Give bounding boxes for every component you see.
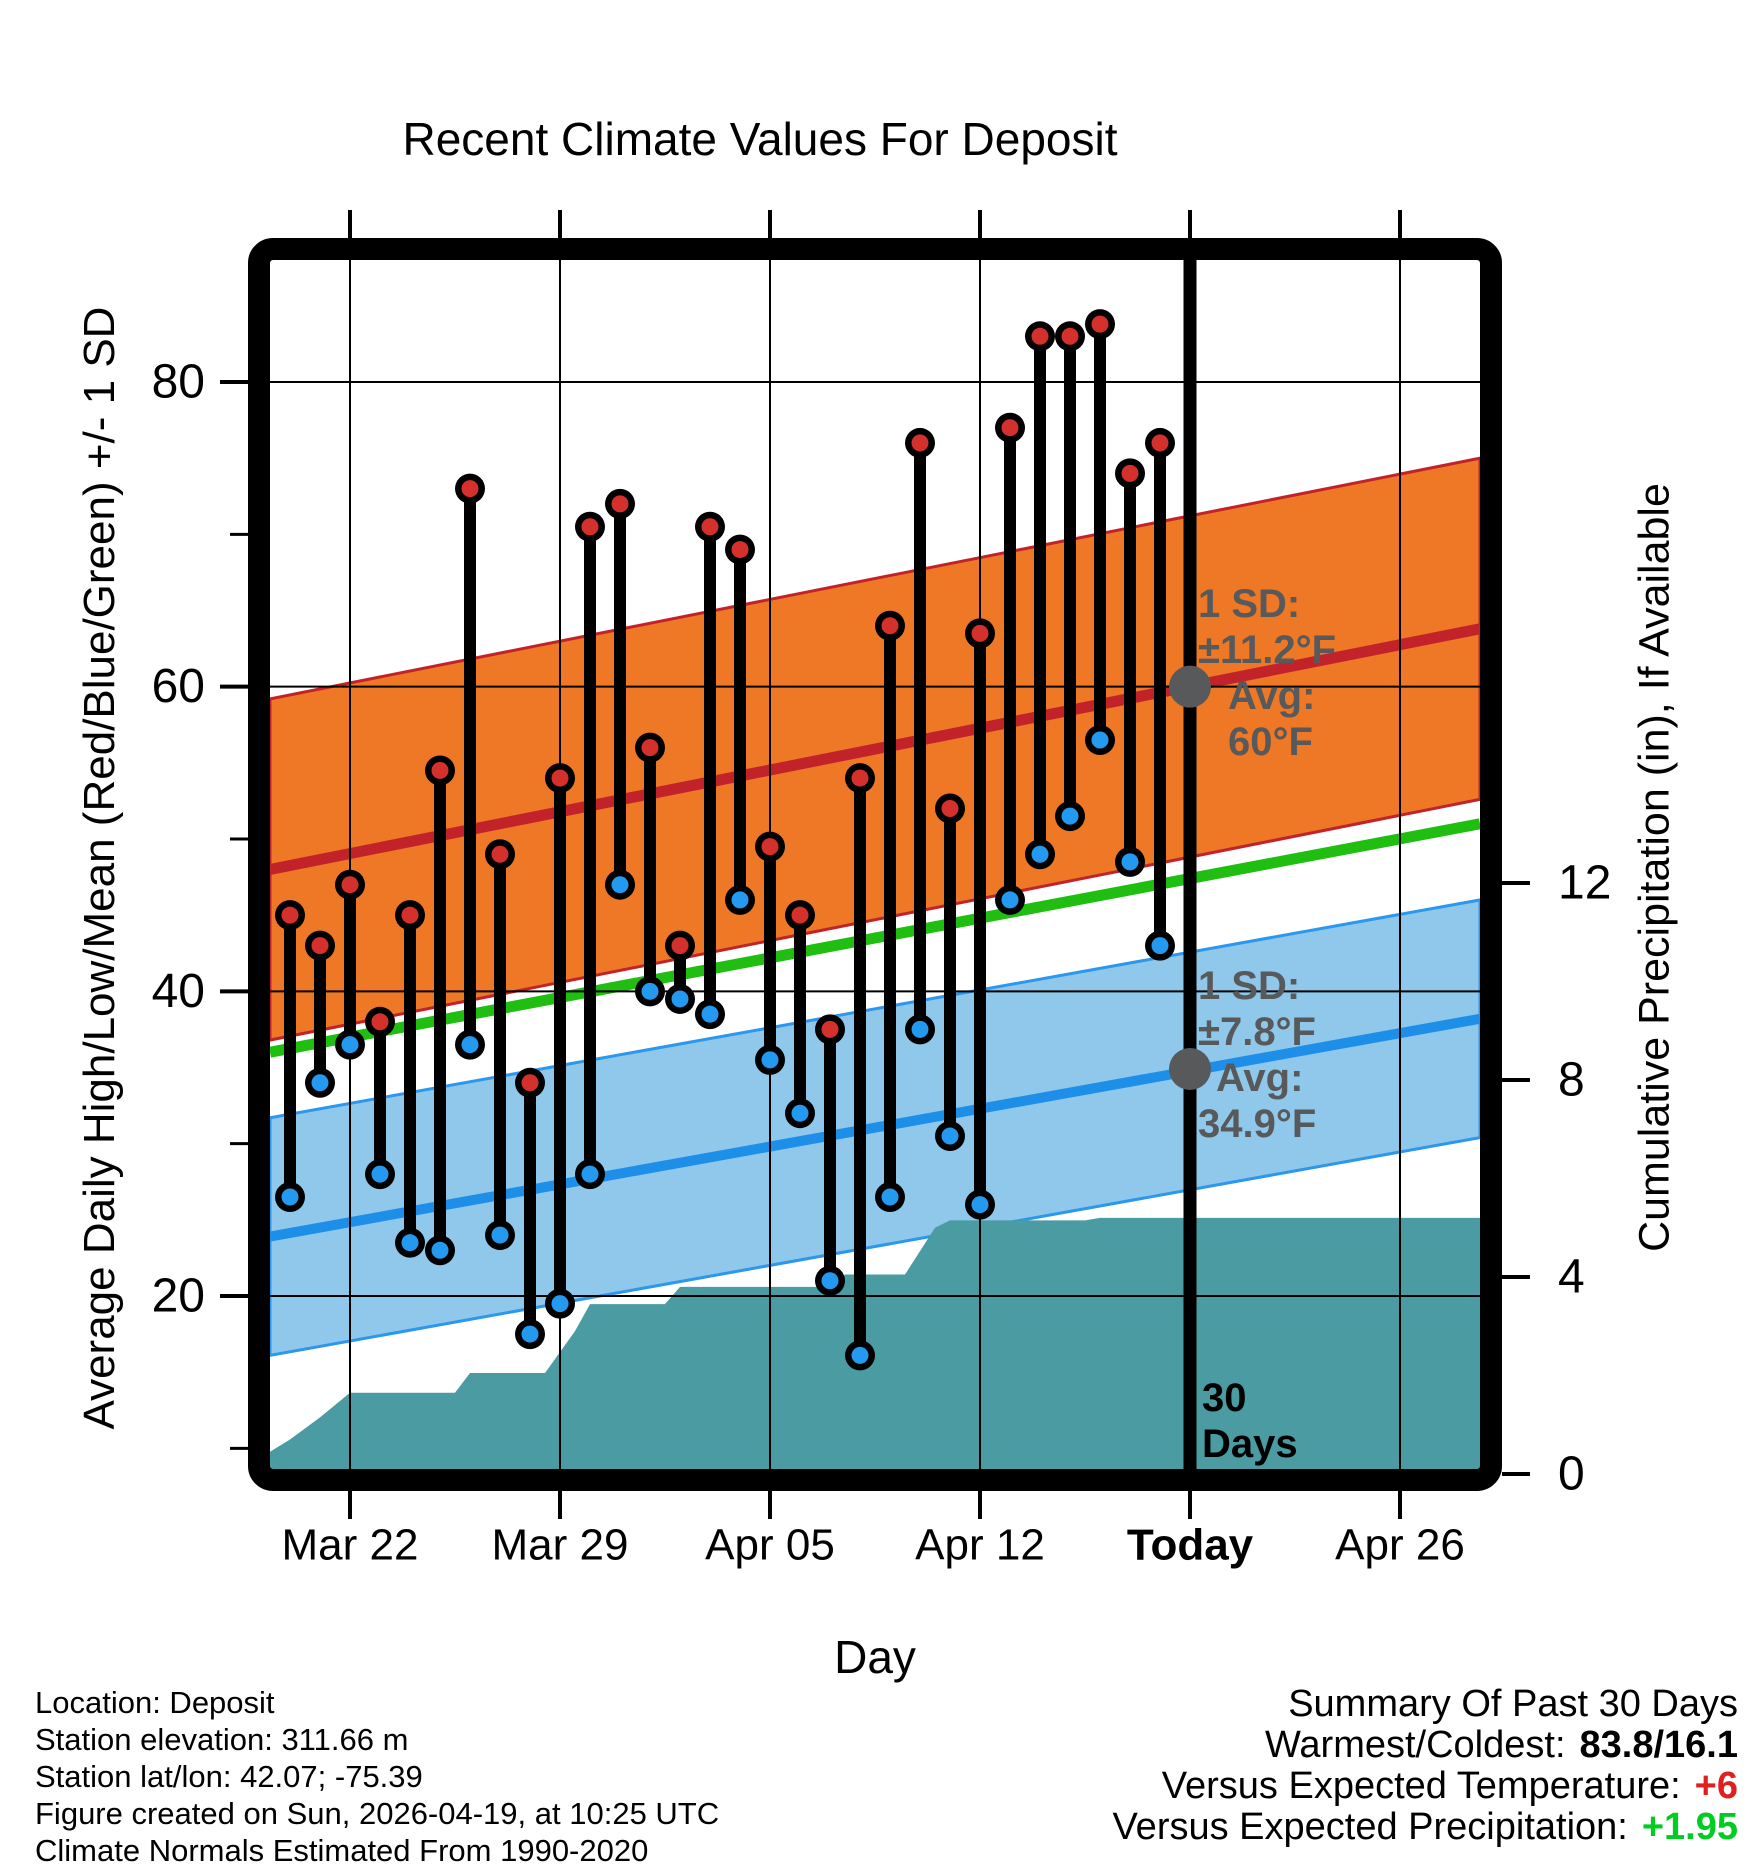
low-dot-mar-30 (582, 1166, 599, 1183)
low-dot-apr-08 (852, 1347, 869, 1364)
low-dot-mar-31 (612, 876, 629, 893)
low-annotation-line-1: ±7.8°F (1198, 1010, 1316, 1054)
high-dot-apr-14 (1032, 328, 1049, 345)
high-dot-mar-21 (312, 937, 329, 954)
low-dot-apr-12 (972, 1196, 989, 1213)
high-dot-apr-12 (972, 625, 989, 642)
station-metadata (35, 1684, 719, 1869)
high-annotation-line-3: 60°F (1228, 720, 1313, 764)
low-dot-mar-28 (522, 1326, 539, 1343)
high-dot-mar-30 (582, 518, 599, 535)
summary-past-30-days (838, 1684, 1738, 1848)
low-dot-mar-26 (462, 1036, 479, 1053)
summary-value-vs-temperature: +6 (1694, 1765, 1738, 1807)
summary-row-vs-temperature (838, 1766, 1738, 1807)
low-dot-apr-11 (942, 1128, 959, 1145)
high-annotation-line-0: 1 SD: (1198, 582, 1301, 626)
summary-heading: Summary Of Past 30 Days (1288, 1683, 1738, 1725)
left-tick-label-20: 20 (151, 1269, 205, 1323)
low-dot-mar-21 (312, 1074, 329, 1091)
low-annotation-line-0: 1 SD: (1198, 964, 1301, 1008)
high-annotation-line-1: ±11.2°F (1198, 628, 1337, 672)
summary-value-vs-precipitation: +1.95 (1641, 1806, 1738, 1848)
x-axis-label: Day (834, 1631, 916, 1683)
low-dot-apr-07 (822, 1272, 839, 1289)
high-dot-apr-02 (672, 937, 689, 954)
high-dot-mar-23 (372, 1013, 389, 1030)
right-tick-label-4: 4 (1558, 1250, 1585, 1304)
summary-value-warmest-coldest: 83.8/16.1 (1579, 1724, 1738, 1766)
high-dot-mar-27 (492, 846, 509, 863)
low-avg-marker-dot (1169, 1048, 1211, 1090)
high-dot-apr-15 (1062, 328, 1079, 345)
summary-heading-row (838, 1684, 1738, 1725)
high-dot-apr-10 (912, 434, 929, 451)
x-tick-label-apr-05: Apr 05 (705, 1520, 835, 1570)
low-dot-mar-29 (552, 1295, 569, 1312)
high-dot-apr-01 (642, 739, 659, 756)
station-elevation: Station elevation: 311.66 m (35, 1722, 409, 1757)
high-dot-apr-04 (732, 541, 749, 558)
low-dot-apr-13 (1002, 891, 1019, 908)
low-dot-apr-16 (1092, 731, 1109, 748)
high-dot-apr-13 (1002, 419, 1019, 436)
low-dot-apr-14 (1032, 846, 1049, 863)
station-location: Location: Deposit (35, 1685, 275, 1720)
left-tick-label-80: 80 (151, 355, 205, 409)
right-tick-label-12: 12 (1558, 856, 1612, 910)
left-tick-label-60: 60 (151, 660, 205, 714)
low-dot-mar-22 (342, 1036, 359, 1053)
period-annotation-line-0: 30 (1202, 1376, 1247, 1420)
chart-title: Recent Climate Values For Deposit (402, 113, 1118, 165)
low-dot-apr-01 (642, 983, 659, 1000)
x-tick-label-today: Today (1126, 1520, 1254, 1570)
summary-label: Versus Expected Precipitation: (1112, 1806, 1628, 1848)
high-dot-apr-05 (762, 838, 779, 855)
low-dot-mar-23 (372, 1166, 389, 1183)
low-dot-apr-09 (882, 1188, 899, 1205)
high-dot-mar-24 (402, 907, 419, 924)
high-dot-apr-08 (852, 770, 869, 787)
high-dot-apr-03 (702, 518, 719, 535)
high-annotation-line-2: Avg: (1228, 674, 1316, 718)
low-dot-apr-10 (912, 1021, 929, 1038)
x-tick-label-apr-12: Apr 12 (915, 1520, 1045, 1570)
normals-note: Climate Normals Estimated From 1990-2020 (35, 1833, 649, 1868)
low-dot-apr-05 (762, 1051, 779, 1068)
low-dot-apr-06 (792, 1105, 809, 1122)
x-tick-label-mar-22: Mar 22 (281, 1520, 419, 1570)
low-annotation-line-2: Avg: (1216, 1056, 1304, 1100)
high-dot-mar-26 (462, 480, 479, 497)
high-dot-mar-25 (432, 762, 449, 779)
right-tick-label-0: 0 (1558, 1447, 1585, 1501)
low-dot-apr-17 (1122, 853, 1139, 870)
low-dot-mar-24 (402, 1234, 419, 1251)
left-tick-label-40: 40 (151, 964, 205, 1018)
low-dot-apr-02 (672, 990, 689, 1007)
high-dot-mar-31 (612, 495, 629, 512)
low-dot-mar-20 (282, 1188, 299, 1205)
summary-label: Warmest/Coldest: (1264, 1724, 1566, 1766)
summary-row-warmest-coldest (838, 1725, 1738, 1766)
low-dot-apr-04 (732, 891, 749, 908)
low-annotation-line-3: 34.9°F (1198, 1102, 1317, 1146)
x-tick-label-apr-26: Apr 26 (1335, 1520, 1465, 1570)
summary-label: Versus Expected Temperature: (1161, 1765, 1681, 1807)
period-annotation-line-1: Days (1202, 1422, 1298, 1466)
high-dot-mar-22 (342, 876, 359, 893)
figure-created: Figure created on Sun, 2026-04-19, at 10:25 UTC (35, 1796, 720, 1831)
x-tick-label-mar-29: Mar 29 (491, 1520, 629, 1570)
high-dot-apr-18 (1152, 434, 1169, 451)
left-axis-label: Average Daily High/Low/Mean (Red/Blue/Green) +/- 1 SD (75, 306, 124, 1430)
low-dot-mar-25 (432, 1242, 449, 1259)
station-latlon: Station lat/lon: 42.07; -75.39 (35, 1759, 423, 1794)
high-dot-apr-11 (942, 800, 959, 817)
high-dot-mar-20 (282, 907, 299, 924)
high-dot-apr-07 (822, 1021, 839, 1038)
low-dot-apr-15 (1062, 808, 1079, 825)
low-dot-mar-27 (492, 1227, 509, 1244)
high-dot-mar-29 (552, 770, 569, 787)
high-dot-apr-16 (1092, 316, 1109, 333)
high-dot-apr-17 (1122, 465, 1139, 482)
high-dot-mar-28 (522, 1074, 539, 1091)
right-axis-label: Cumulative Precipitation (in), If Available (1630, 483, 1679, 1252)
right-tick-label-8: 8 (1558, 1053, 1585, 1107)
high-dot-apr-06 (792, 907, 809, 924)
low-dot-apr-03 (702, 1006, 719, 1023)
low-dot-apr-18 (1152, 937, 1169, 954)
high-dot-apr-09 (882, 617, 899, 634)
